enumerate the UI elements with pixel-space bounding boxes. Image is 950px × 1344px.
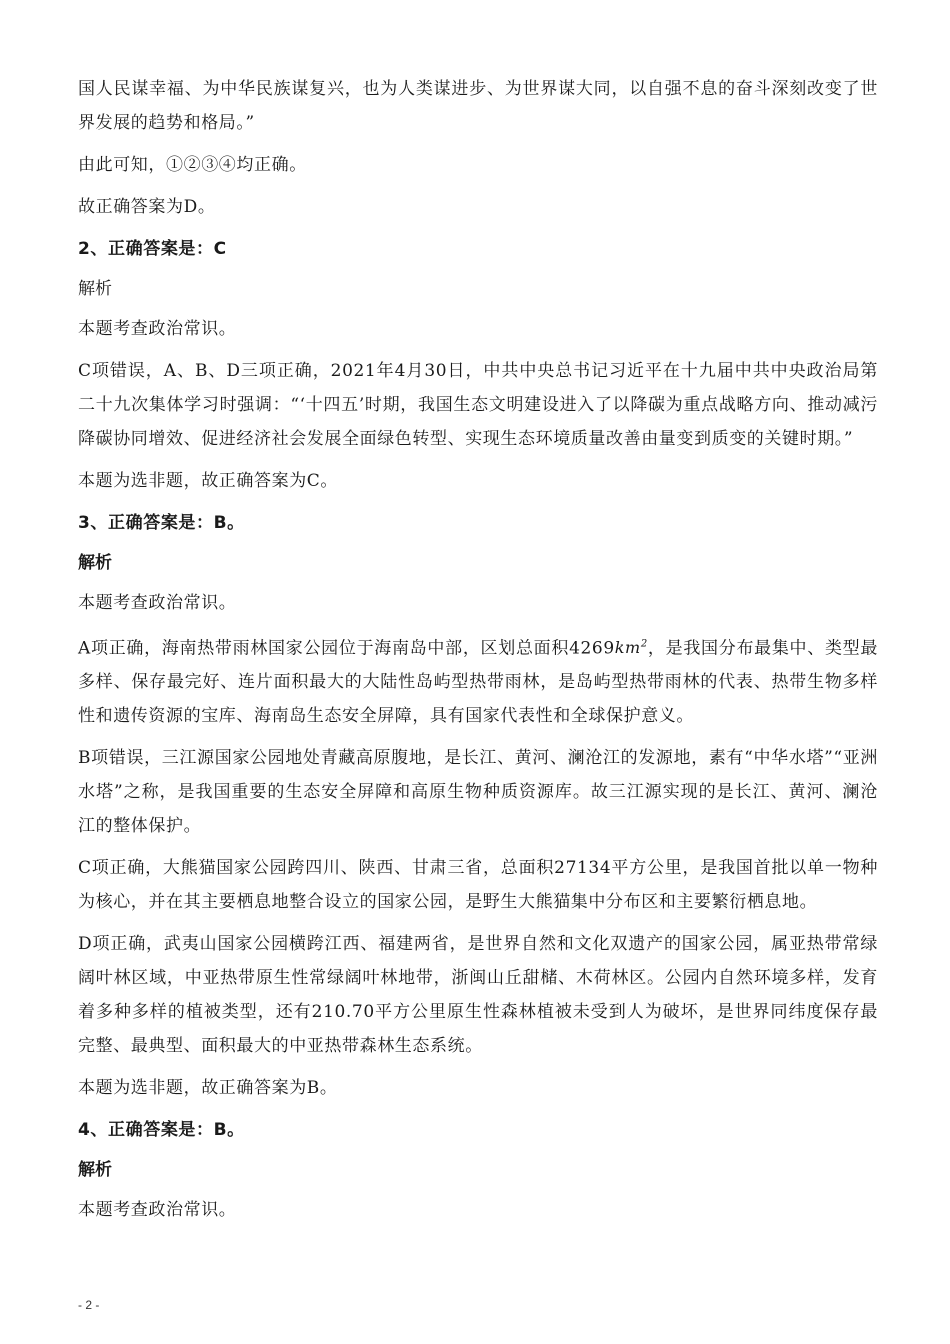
q2-heading: 2、正确答案是：C bbox=[78, 239, 227, 259]
q2-analysis-label: 解析 bbox=[78, 279, 112, 299]
q3-analysis-label: 解析 bbox=[78, 553, 112, 573]
q3-option-b: B项错误，三江源国家公园地处青藏高原腹地，是长江、黄河、澜沧江的发源地，素有“中华水塔”“亚洲水塔”之称，是我国重要的生态安全屏障和高原生物种质资源库。故三江源实现的是长江、黄河、澜沧江的整体保护。 bbox=[78, 748, 878, 837]
intro-answer: 故正确答案为D。 bbox=[78, 197, 216, 217]
q2-topic: 本题考查政治常识。 bbox=[78, 319, 237, 339]
q4-topic: 本题考查政治常识。 bbox=[78, 1200, 237, 1221]
area-unit-base: km bbox=[614, 638, 641, 658]
q3-option-d: D项正确，武夷山国家公园横跨江西、福建两省，是世界自然和文化双遗产的国家公园，属亚热带常绿阔叶林区域，中亚热带原生性常绿阔叶林地带，浙闽山丘甜槠、木荷林区。公园内自然环境多样，发育着多种多样的植被类型，还有210.70平方公里原生性森林植被未受到人为破坏，是世界同纬度保存最完整、最典型、面积最大的中亚热带森林生态系统。 bbox=[78, 934, 878, 1057]
intro-continuation: 国人民谋幸福、为中华民族谋复兴，也为人类谋进步、为世界谋大同，以自强不息的奋斗深刻改变了世界发展的趋势和格局。” bbox=[78, 79, 878, 133]
q3-option-a-post: ，是我国分布最集中、类型最多样、保存最完好、连片面积最大的大陆性岛屿型热带雨林，是岛屿型热带雨林的代表、热带生物多样性和遗传资源的宝库、海南岛生态安全屏障，具有国家代表性和全球保护意义。 bbox=[78, 638, 878, 727]
document-page bbox=[78, 72, 878, 1235]
area-unit bbox=[615, 638, 648, 657]
q3-heading: 3、正确答案是：B。 bbox=[78, 513, 245, 533]
q3-option-c: C项正确，大熊猫国家公园跨四川、陕西、甘肃三省，总面积27134平方公里，是我国首批以单一物种为核心，并在其主要栖息地整合设立的国家公园，是野生大熊猫集中分布区和主要繁衍栖息地。 bbox=[78, 858, 878, 913]
area-unit-exp: 2 bbox=[640, 639, 648, 650]
q3-option-a bbox=[78, 628, 878, 733]
q2-body: C项错误，A、B、D三项正确，2021年4月30日，中共中央总书记习近平在十九届中共中央政治局第二十九次集体学习时强调：“‘十四五’时期，我国生态文明建设进入了以降碳为重点战略方向、推动减污降碳协同增效、促进经济社会发展全面绿色转型、实现生态环境质量改善由量变到质变的关键时期。” bbox=[78, 361, 878, 449]
q3-topic: 本题考查政治常识。 bbox=[78, 593, 237, 613]
intro-conclusion: 由此可知，①②③④均正确。 bbox=[78, 155, 307, 175]
q2-answer: 本题为选非题，故正确答案为C。 bbox=[78, 471, 339, 491]
q4-heading: 4、正确答案是：B。 bbox=[78, 1120, 245, 1141]
q3-answer: 本题为选非题，故正确答案为B。 bbox=[78, 1078, 338, 1099]
q3-option-a-pre: A项正确，海南热带雨林国家公园位于海南岛中部，区划总面积4269 bbox=[78, 638, 615, 659]
page-number: - 2 - bbox=[78, 1298, 100, 1312]
q4-analysis-label: 解析 bbox=[78, 1160, 112, 1181]
